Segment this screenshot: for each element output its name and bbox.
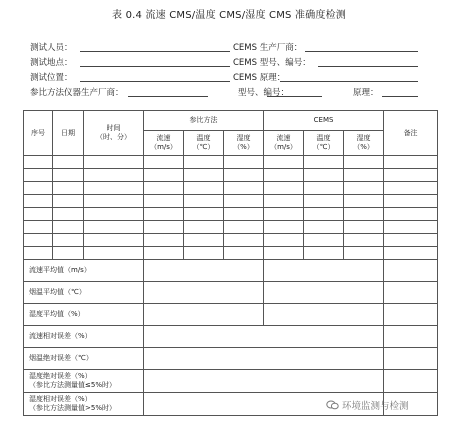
principle-field[interactable] (280, 72, 418, 82)
form-title: 表 0.4 流速 CMS/温度 CMS/湿度 CMS 准确度检测 (112, 10, 346, 21)
site-field[interactable] (80, 57, 230, 67)
header-ref-flow: 流速 （m/s） (144, 131, 184, 156)
table-row (24, 247, 438, 260)
header-cems-flow: 流速 （m/s） (264, 131, 304, 156)
table-row (24, 208, 438, 221)
hum-avg-label: 湿度平均值（%） (24, 304, 144, 326)
position-label: 测试位置： (30, 73, 73, 83)
table-row (24, 234, 438, 247)
ref-principle-label: 原理： (353, 88, 379, 98)
header-date: 日期 (53, 111, 84, 156)
ref-manufacturer-field[interactable] (128, 87, 208, 97)
flow-rel-err-label: 流速相对误差（%） (24, 326, 144, 348)
header-ref-temp: 温度 （℃） (184, 131, 224, 156)
header-note: 备注 (384, 111, 438, 156)
temp-avg-label: 烟温平均值（℃） (24, 282, 144, 304)
site-label: 测试地点： (30, 58, 73, 68)
wechat-icon (326, 400, 339, 410)
manufacturer-label: CEMS 生产厂商： (233, 43, 303, 53)
principle-label: CEMS 原理： (233, 73, 286, 83)
table-row (24, 195, 438, 208)
summary-row-flow-rel-err (24, 326, 438, 348)
header-seq: 序号 (24, 111, 53, 156)
model-field[interactable] (318, 57, 418, 67)
accuracy-table (23, 110, 438, 416)
tester-field[interactable] (80, 42, 230, 52)
header-ref-hum: 湿度 （%） (224, 131, 264, 156)
summary-row-hum-avg (24, 304, 438, 326)
hum-abs-err-label: 湿度绝对误差（%） （参比方法测量值≤5%时） (24, 370, 144, 393)
table-row (24, 221, 438, 234)
summary-row-hum-abs-err (24, 370, 438, 393)
table-row (24, 182, 438, 195)
header-ref-group: 参比方法 (144, 111, 264, 131)
hum-rel-err-label: 湿度相对误差（%） （参比方法测量值>5%时） (24, 393, 144, 416)
manufacturer-field[interactable] (305, 42, 418, 52)
header-time: 时间 （时、分） (84, 111, 144, 156)
summary-row-flow-avg (24, 260, 438, 282)
summary-row-temp-avg (24, 282, 438, 304)
watermark-text: 环境监测与检测 (342, 401, 409, 412)
tester-label: 测试人员： (30, 43, 73, 53)
ref-manufacturer-label: 参比方法仪器生产厂商： (30, 88, 124, 98)
position-field[interactable] (80, 72, 230, 82)
flow-avg-label: 流速平均值（m/s） (24, 260, 144, 282)
model-label: CEMS 型号、编号： (233, 58, 311, 68)
header-cems-temp: 温度 （℃） (304, 131, 344, 156)
temp-abs-err-label: 烟温绝对误差（℃） (24, 348, 144, 370)
ref-model-label: 型号、编号： (238, 88, 290, 98)
header-cems-group: CEMS (264, 111, 384, 131)
table-row (24, 156, 438, 169)
header-cems-hum: 湿度 （%） (344, 131, 384, 156)
ref-model-field[interactable] (267, 87, 322, 97)
table-row (24, 169, 438, 182)
watermark (326, 398, 409, 412)
summary-row-temp-abs-err (24, 348, 438, 370)
ref-principle-field[interactable] (382, 87, 418, 97)
